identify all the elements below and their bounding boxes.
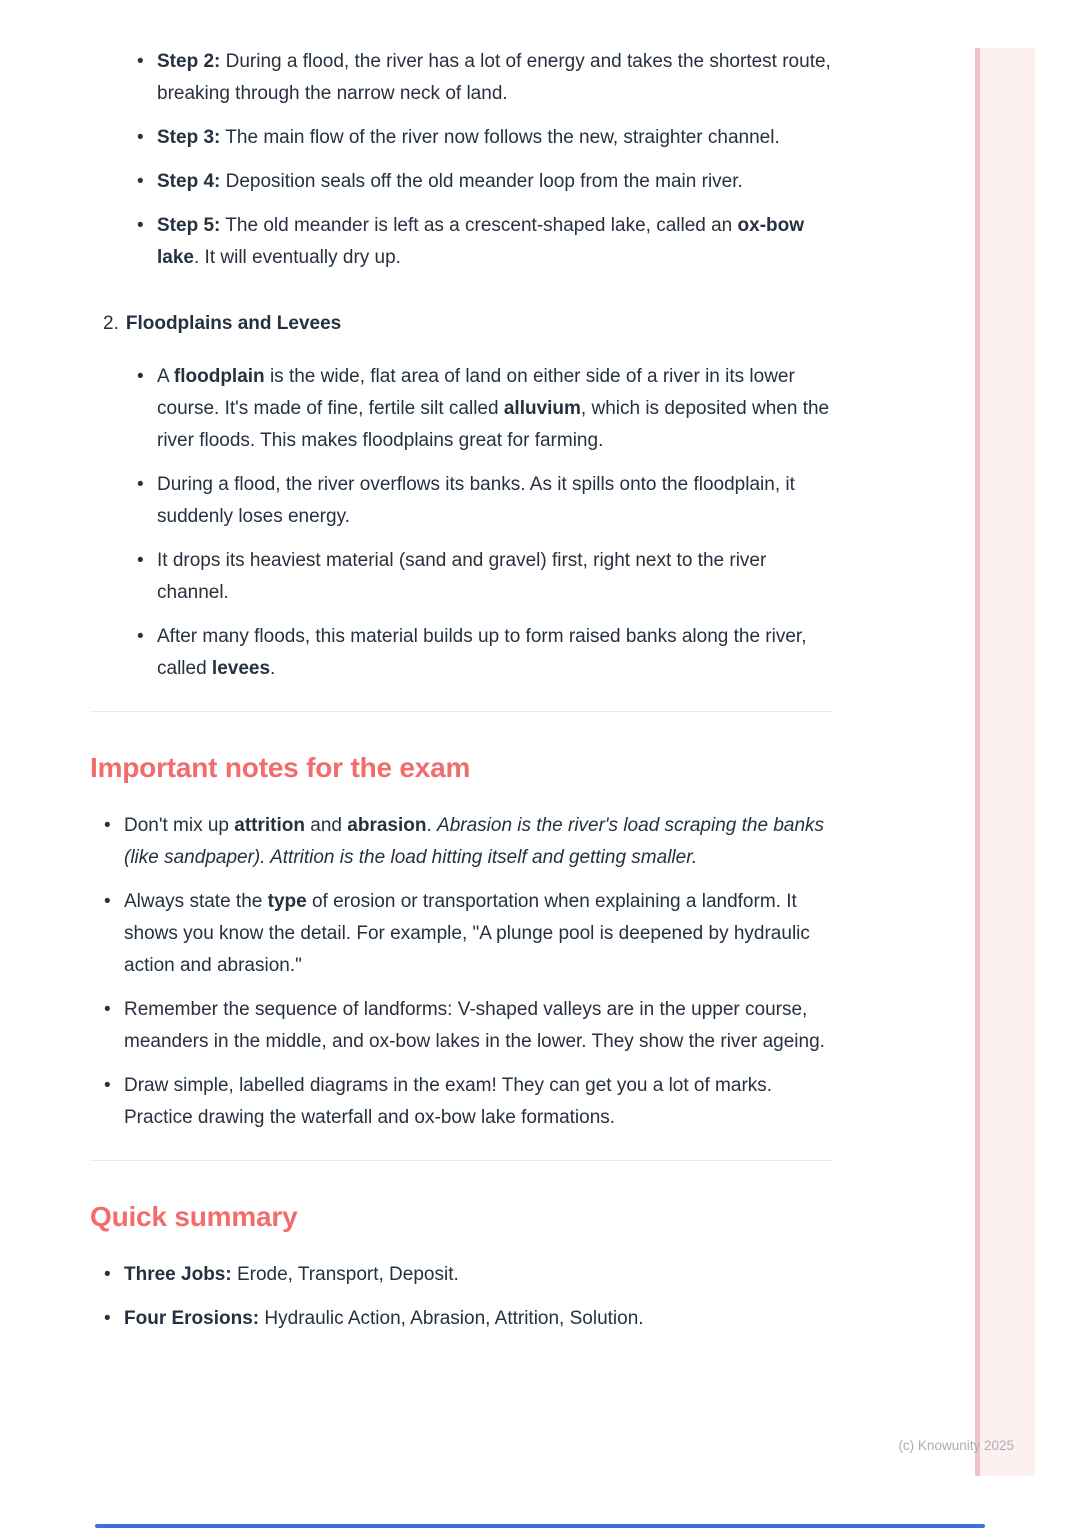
list-item: [104, 1259, 832, 1291]
text-segment: Always state the: [124, 891, 268, 912]
text-segment: Don't mix up: [124, 815, 235, 836]
quick-summary-list: [104, 1259, 832, 1335]
list-item: [104, 1303, 832, 1335]
text-segment: abrasion: [347, 815, 427, 836]
right-accent-strip-fill: [980, 48, 1035, 1476]
numbered-subheading: [103, 308, 832, 340]
text-segment: floodplain: [173, 366, 265, 387]
text-segment: Erode, Transport, Deposit.: [231, 1264, 459, 1285]
list-number: 2.: [103, 313, 119, 334]
text-segment: Hydraulic Action, Abrasion, Attrition, Solution.: [259, 1308, 644, 1329]
text-segment: A: [157, 366, 174, 387]
text-segment: Abrasion is the river's load scraping the banks (like sandpaper). Attrition is the load hitting itself and getting smaller.: [124, 815, 825, 868]
exam-notes-heading: Important notes for the exam: [90, 752, 471, 783]
text-segment: is the wide, flat area of land on either side of a river in its lower course. It's made of fine, fertile silt called: [157, 366, 795, 419]
floodplain-bullets-list: [137, 361, 832, 685]
text-segment: Step 5:: [157, 215, 221, 236]
bottom-progress-bar: [95, 1524, 985, 1528]
list-item: [137, 361, 832, 457]
list-item: [104, 1070, 832, 1134]
text-segment: Three Jobs:: [124, 1264, 232, 1285]
text-segment: Four Erosions:: [124, 1308, 260, 1329]
text-segment: After many floods, this material builds up to form raised banks along the river, called: [157, 626, 807, 679]
list-item: [137, 166, 832, 198]
text-segment: Step 3:: [157, 127, 221, 148]
text-segment: alluvium: [503, 398, 581, 419]
section-divider: [90, 711, 832, 712]
text-segment: .: [270, 658, 276, 679]
list-item: [137, 46, 832, 110]
text-segment: The old meander is left as a crescent-shaped lake, called an: [220, 215, 738, 236]
list-item: [104, 994, 832, 1058]
list-item: [137, 469, 832, 533]
exam-notes-list: [104, 810, 832, 1134]
list-item: [137, 122, 832, 154]
text-segment: The main flow of the river now follows the new, straighter channel.: [220, 127, 780, 148]
list-item: [104, 886, 832, 982]
text-segment: , which is deposited when the river floods. This makes floodplains great for farming.: [157, 398, 830, 451]
text-segment: Draw simple, labelled diagrams in the exam! They can get you a lot of marks. Practice drawing the waterfall and ox-bow lake formations.: [124, 1075, 773, 1128]
subheading-title: Floodplains and Levees: [125, 313, 342, 334]
text-segment: . It will eventually dry up.: [193, 247, 401, 268]
text-segment: It drops its heaviest material (sand and gravel) first, right next to the river channel.: [157, 550, 767, 603]
right-accent-strip: [975, 48, 1035, 1476]
copyright-footer: (c) Knowunity 2025: [898, 1438, 1014, 1453]
list-item: [104, 810, 832, 874]
text-segment: Remember the sequence of landforms: V-shaped valleys are in the upper course, meanders in the middle, and ox-bow lakes in the lower. They show the river ageing.: [124, 999, 825, 1052]
text-segment: .: [426, 815, 438, 836]
text-segment: levees: [211, 658, 271, 679]
list-item: [137, 545, 832, 609]
text-segment: Step 2:: [157, 51, 221, 72]
text-segment: During a flood, the river has a lot of energy and takes the shortest route, breaking through the narrow neck of land.: [157, 51, 831, 104]
list-item: [137, 621, 832, 685]
text-segment: of erosion or transportation when explaining a landform. It shows you know the detail. For example, "A plunge pool is deepened by hydraulic action and abrasion.": [124, 891, 810, 976]
list-item: [137, 210, 832, 274]
text-segment: ox-bow lake: [157, 215, 805, 268]
text-segment: During a flood, the river overflows its banks. As it spills onto the floodplain, it suddenly loses energy.: [157, 474, 795, 527]
text-segment: type: [267, 891, 307, 912]
text-segment: and: [305, 815, 348, 836]
text-segment: Deposition seals off the old meander loop from the main river.: [220, 171, 743, 192]
text-segment: Step 4:: [157, 171, 221, 192]
oxbow-steps-list: [137, 46, 832, 274]
section-divider: [90, 1160, 832, 1161]
quick-summary-heading: Quick summary: [90, 1201, 298, 1232]
document-page-content: [90, 0, 832, 1347]
text-segment: attrition: [234, 815, 305, 836]
